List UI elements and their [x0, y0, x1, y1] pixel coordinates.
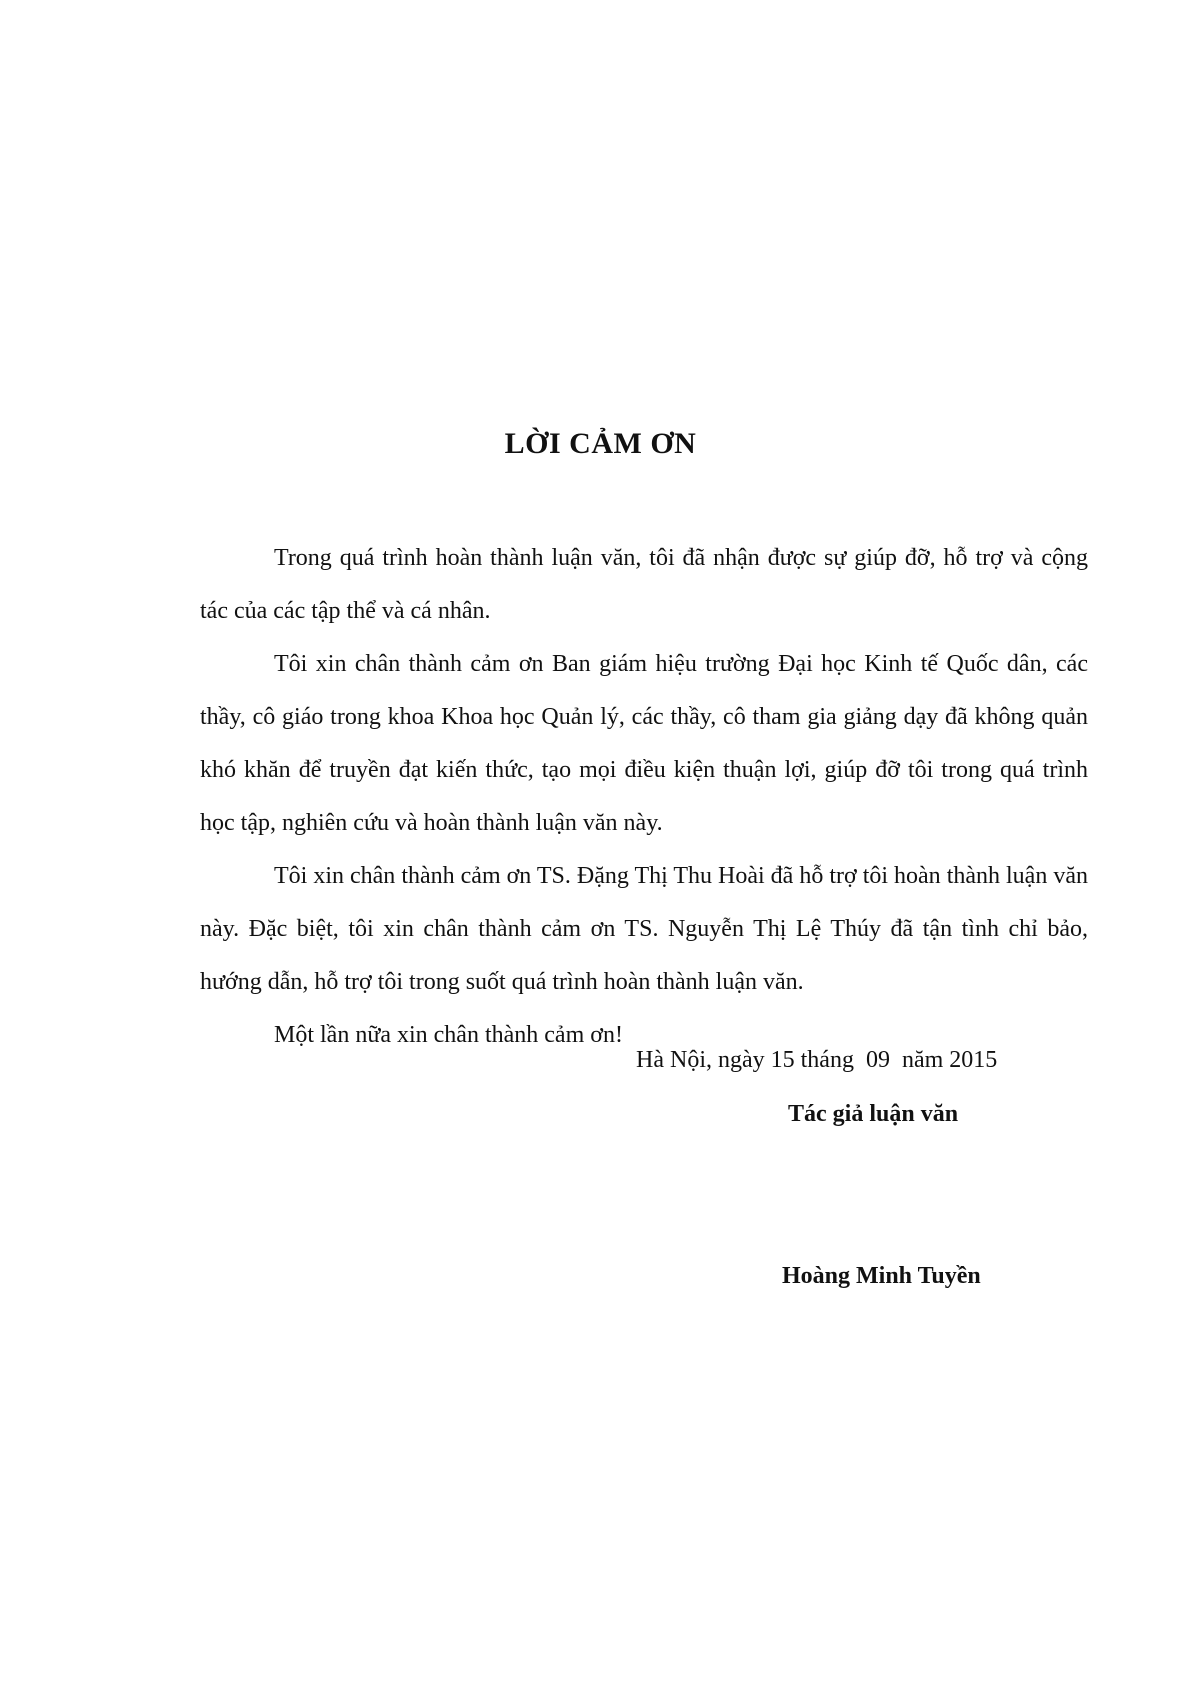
paragraph-3: Tôi xin chân thành cảm ơn TS. Đặng Thị Thu Hoài đã hỗ trợ tôi hoàn thành luận văn này. Đặc biệt, tôi xin chân thành cảm ơn TS. Nguyễn Thị Lệ Thúy đã tận tình chỉ bảo, hướng dẫn, hỗ trợ tôi trong suốt quá trình hoàn thành luận văn. — [200, 863, 1088, 995]
page-title: LỜI CẢM ƠN — [504, 427, 697, 460]
author-role: Tác giả luận văn — [788, 1101, 959, 1127]
acknowledgement-body — [200, 532, 1088, 1062]
paragraph-2: Tôi xin chân thành cảm ơn Ban giám hiệu trường Đại học Kinh tế Quốc dân, các thầy, cô giáo trong khoa Khoa học Quản lý, các thầy, cô tham gia giảng dạy đã không quản khó khăn để truyền đạt kiến thức, tạo mọi điều kiện thuận lợi, giúp đỡ tôi trong quá trình học tập, nghiên cứu và hoàn thành luận văn này. — [200, 651, 1088, 836]
date-line: Hà Nội, ngày 15 tháng 09 năm 2015 — [636, 1047, 998, 1073]
paragraph-1: Trong quá trình hoàn thành luận văn, tôi đã nhận được sự giúp đỡ, hỗ trợ và cộng tác của các tập thể và cá nhân. — [200, 545, 1088, 624]
paragraph-4: Một lần nữa xin chân thành cảm ơn! — [274, 1022, 623, 1048]
author-name: Hoàng Minh Tuyền — [782, 1263, 981, 1289]
